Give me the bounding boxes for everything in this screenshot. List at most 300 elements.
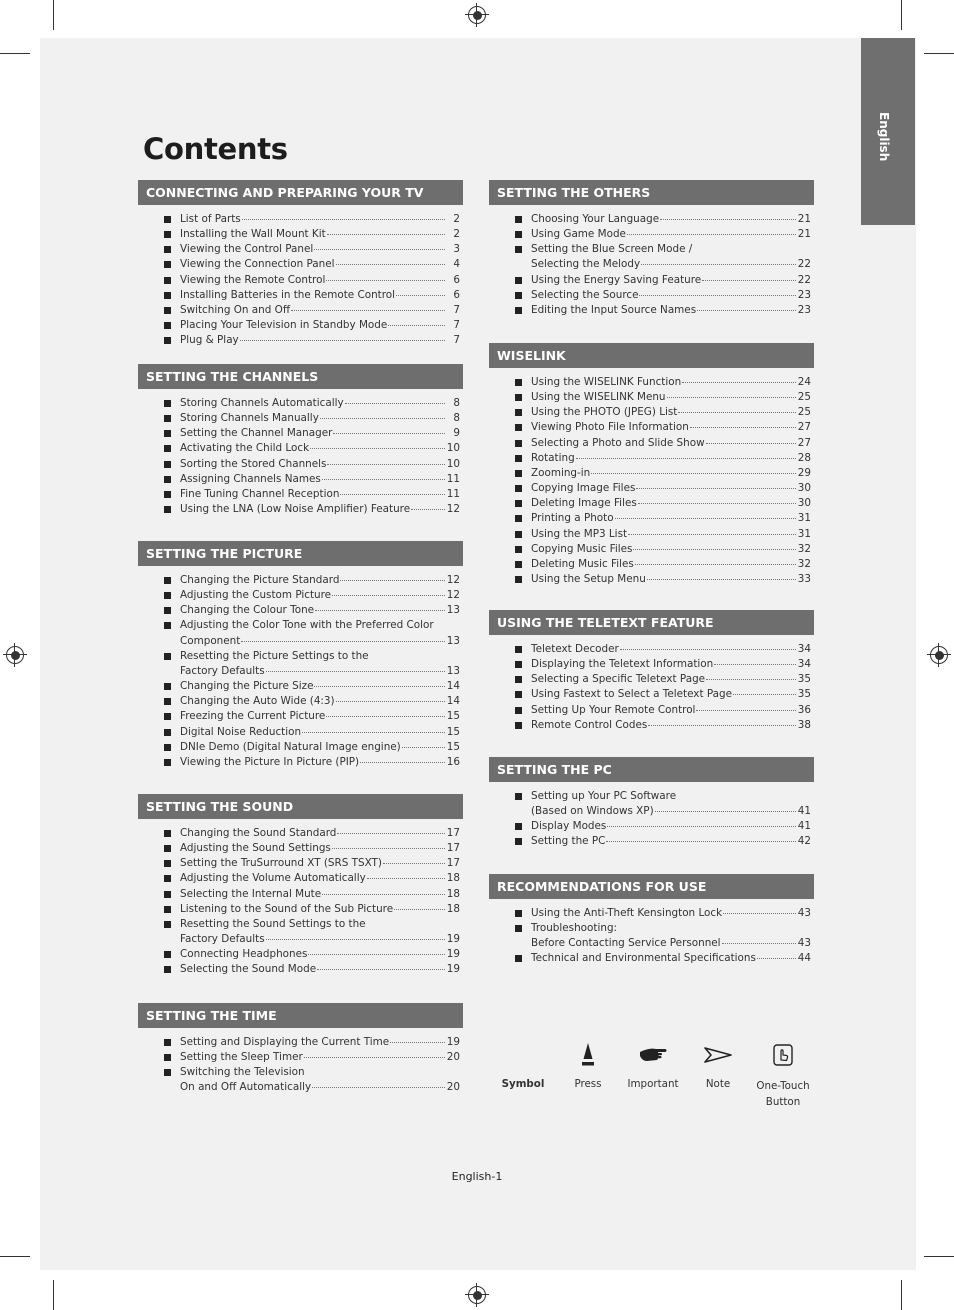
toc-entry-line — [180, 303, 460, 318]
dot-leader — [678, 412, 796, 413]
toc-entry[interactable] — [138, 618, 463, 648]
toc-entry-title: Factory Defaults — [180, 933, 265, 946]
toc-entry-line — [180, 573, 460, 588]
toc-entry-line — [180, 396, 460, 411]
toc-entry-title: Freezing the Current Picture — [180, 710, 326, 723]
toc-entry[interactable] — [138, 487, 463, 502]
toc-entry[interactable] — [138, 441, 463, 456]
toc-entry[interactable] — [489, 789, 814, 819]
toc-entry[interactable] — [489, 303, 814, 318]
dot-leader — [627, 234, 796, 235]
crop-mark — [924, 53, 954, 54]
dot-leader — [641, 264, 796, 265]
toc-page-number: 35 — [797, 673, 811, 686]
toc-entry-title: Copying Music Files — [531, 542, 633, 555]
legend-important-label: Important — [627, 1078, 679, 1090]
toc-entry-line — [180, 457, 460, 472]
toc-entry-title: Setting the Channel Manager — [180, 427, 333, 440]
toc-entry-title: Zooming-in — [531, 466, 591, 479]
dot-leader — [314, 249, 445, 250]
toc-entry[interactable] — [138, 694, 463, 709]
toc-entry-title: Changing the Colour Tone — [180, 604, 315, 617]
toc-entry[interactable] — [489, 481, 814, 496]
toc-entry-title: Using the Energy Saving Feature — [531, 273, 702, 286]
toc-entry-title: Digital Noise Reduction — [180, 725, 302, 738]
dot-leader — [345, 403, 445, 404]
dot-leader — [336, 264, 445, 265]
toc-entry[interactable] — [138, 649, 463, 679]
section-heading: USING THE TELETEXT FEATURE — [489, 610, 814, 635]
toc-entry-title: Display Modes — [531, 820, 607, 833]
toc-page-number: 43 — [797, 907, 811, 919]
section-heading: SETTING THE OTHERS — [489, 180, 814, 205]
toc-entry[interactable] — [489, 511, 814, 526]
toc-entry-line — [180, 887, 460, 902]
toc-section — [138, 541, 463, 770]
toc-entry-title: Before Contacting Service Personnel — [531, 937, 721, 950]
toc-entry[interactable] — [489, 542, 814, 557]
dot-leader — [757, 958, 796, 959]
toc-entry-title: DNIe Demo (Digital Natural Image engine) — [180, 740, 401, 753]
toc-entry-title: Selecting a Photo and Slide Show — [531, 436, 705, 449]
dot-leader — [647, 579, 796, 580]
toc-list — [489, 212, 814, 318]
toc-entry-line — [531, 527, 811, 542]
toc-section — [138, 364, 463, 517]
toc-entry-line — [531, 227, 811, 242]
toc-page-number: 17 — [446, 857, 460, 870]
toc-page-number: 29 — [797, 466, 811, 479]
toc-entry-line — [180, 871, 460, 886]
dot-leader — [291, 310, 445, 311]
toc-entry-line — [180, 288, 460, 303]
toc-entry[interactable] — [138, 396, 463, 411]
toc-entry-title: Rotating — [531, 451, 575, 464]
toc-entry[interactable] — [489, 819, 814, 834]
dot-leader — [320, 418, 445, 419]
registration-mark-icon — [468, 1286, 486, 1304]
toc-entry-line — [180, 411, 460, 426]
toc-page-number: 23 — [797, 288, 811, 301]
toc-page-number: 31 — [797, 527, 811, 540]
toc-page-number: 18 — [446, 902, 460, 915]
toc-entry[interactable] — [138, 841, 463, 856]
toc-page-number: 12 — [446, 589, 460, 602]
toc-entry[interactable] — [138, 740, 463, 755]
toc-entry[interactable] — [138, 303, 463, 318]
dot-leader — [337, 833, 445, 834]
toc-entry-title: Using the Anti-Theft Kensington Lock — [531, 907, 723, 919]
press-icon — [565, 1040, 611, 1070]
dot-leader — [302, 732, 445, 733]
toc-entry[interactable] — [489, 212, 814, 227]
dot-leader — [402, 747, 445, 748]
toc-entry-title: Resetting the Sound Settings to the — [180, 917, 366, 930]
toc-entry[interactable] — [138, 333, 463, 348]
toc-entry-line — [531, 951, 811, 966]
toc-entry[interactable] — [489, 703, 814, 718]
dot-leader — [733, 694, 796, 695]
toc-page-number: 7 — [453, 319, 460, 332]
dot-leader — [340, 494, 445, 495]
toc-entry[interactable] — [489, 390, 814, 405]
toc-entry-line-continued — [531, 789, 811, 804]
dot-leader — [706, 679, 796, 680]
toc-page-number: 20 — [446, 1051, 460, 1064]
crop-mark — [901, 0, 902, 30]
toc-page-number: 7 — [453, 334, 460, 347]
dot-leader — [322, 479, 445, 480]
toc-entry[interactable] — [138, 426, 463, 441]
toc-entry[interactable] — [138, 826, 463, 841]
dot-leader — [706, 443, 796, 444]
toc-entry-line — [531, 703, 811, 718]
toc-entry-line — [531, 420, 811, 435]
toc-entry-line — [180, 441, 460, 456]
toc-page-number: 14 — [446, 680, 460, 693]
toc-entry-line — [180, 826, 460, 841]
toc-page-number: 43 — [797, 937, 811, 950]
toc-list — [138, 826, 463, 978]
toc-entry-line — [180, 318, 460, 333]
dot-leader — [639, 295, 796, 296]
toc-entry[interactable] — [138, 227, 463, 242]
toc-entry[interactable] — [489, 687, 814, 702]
toc-page-number: 19 — [446, 963, 460, 976]
toc-entry-title: Printing a Photo — [531, 512, 614, 525]
toc-entry-title: Storing Channels Manually — [180, 412, 319, 425]
toc-entry-line — [531, 906, 811, 921]
toc-entry-line — [531, 657, 811, 672]
toc-page-number: 13 — [446, 634, 460, 647]
toc-page-number: 4 — [453, 258, 460, 271]
dot-leader — [383, 863, 445, 864]
toc-entry-line — [180, 740, 460, 755]
toc-entry-title: Selecting a Specific Teletext Page — [531, 673, 706, 686]
toc-entry-title: Setting the Blue Screen Mode / — [531, 243, 693, 256]
toc-list — [489, 906, 814, 967]
toc-entry-title: Sorting the Stored Channels — [180, 457, 327, 470]
toc-entry-line — [531, 273, 811, 288]
dot-leader — [367, 878, 445, 879]
page-footer: English-1 — [451, 1170, 503, 1183]
toc-entry-line — [180, 947, 460, 962]
toc-entry[interactable] — [138, 1065, 463, 1095]
toc-page-number: 18 — [446, 887, 460, 900]
toc-page-number: 25 — [797, 391, 811, 404]
toc-entry[interactable] — [138, 212, 463, 227]
toc-entry[interactable] — [138, 603, 463, 618]
section-heading: SETTING THE PC — [489, 757, 814, 782]
toc-entry-line — [180, 333, 460, 348]
toc-entry[interactable] — [489, 496, 814, 511]
section-heading: SETTING THE CHANNELS — [138, 364, 463, 389]
toc-section — [138, 794, 463, 978]
toc-entry[interactable] — [489, 718, 814, 733]
toc-entry-title: Viewing Photo File Information — [531, 421, 689, 434]
toc-entry-line — [180, 856, 460, 871]
toc-entry-title: Installing the Wall Mount Kit — [180, 228, 326, 241]
one-touch-button-icon — [753, 1040, 813, 1070]
toc-entry-title: Using Fastext to Select a Teletext Page — [531, 688, 732, 701]
toc-entry-line — [531, 511, 811, 526]
dot-leader — [702, 280, 796, 281]
important-icon — [625, 1040, 681, 1070]
toc-page-number: 15 — [446, 740, 460, 753]
toc-section — [489, 343, 814, 587]
toc-entry[interactable] — [138, 472, 463, 487]
toc-entry-line — [531, 557, 811, 572]
toc-page-number: 8 — [453, 397, 460, 409]
toc-list — [489, 789, 814, 850]
toc-page-number: 18 — [446, 872, 460, 885]
toc-entry[interactable] — [489, 672, 814, 687]
dot-leader — [312, 1087, 445, 1088]
language-tab-label: English — [877, 112, 891, 162]
dot-leader — [635, 564, 796, 565]
toc-entry-line — [180, 1035, 460, 1050]
section-heading: SETTING THE TIME — [138, 1003, 463, 1028]
dot-leader — [682, 382, 796, 383]
toc-page-number: 25 — [797, 406, 811, 419]
toc-entry[interactable] — [489, 951, 814, 966]
toc-entry[interactable] — [138, 411, 463, 426]
toc-entry-title: Using the PHOTO (JPEG) List — [531, 406, 678, 419]
toc-entry[interactable] — [489, 405, 814, 420]
toc-page-number: 32 — [797, 542, 811, 555]
toc-entry[interactable] — [138, 725, 463, 740]
toc-entry[interactable] — [138, 257, 463, 272]
toc-entry-title: Adjusting the Color Tone with the Preferred Color — [180, 619, 434, 632]
toc-entry[interactable] — [138, 588, 463, 603]
toc-entry[interactable] — [138, 1050, 463, 1065]
toc-page-number: 17 — [446, 827, 460, 839]
toc-entry-line — [531, 718, 811, 733]
toc-entry-title: Copying Image Files — [531, 482, 636, 495]
dot-leader — [336, 701, 445, 702]
toc-entry-title: Using the WISELINK Menu — [531, 391, 666, 404]
toc-entry-line — [531, 390, 811, 405]
toc-entry[interactable] — [138, 917, 463, 947]
toc-page-number: 22 — [797, 258, 811, 271]
toc-entry[interactable] — [489, 451, 814, 466]
toc-entry-line — [531, 288, 811, 303]
toc-entry-line — [531, 804, 811, 819]
toc-entry-title: Using the Setup Menu — [531, 573, 646, 586]
toc-page-number: 3 — [453, 243, 460, 256]
toc-list — [138, 212, 463, 348]
dot-leader — [648, 725, 796, 726]
toc-entry-title: Changing the Auto Wide (4:3) — [180, 695, 335, 708]
toc-entry-line — [180, 902, 460, 917]
toc-entry[interactable] — [138, 709, 463, 724]
toc-entry[interactable] — [138, 502, 463, 517]
toc-entry-line — [180, 502, 460, 517]
toc-entry[interactable] — [138, 573, 463, 588]
toc-entry[interactable] — [489, 834, 814, 849]
toc-entry-line — [531, 451, 811, 466]
legend-press-label: Press — [574, 1078, 602, 1090]
toc-entry-title: Activating the Child Lock — [180, 442, 310, 455]
crop-mark — [924, 1256, 954, 1257]
dot-leader — [396, 295, 445, 296]
toc-entry-title: Viewing the Picture In Picture (PIP) — [180, 755, 360, 768]
toc-section — [489, 874, 814, 967]
toc-entry-title: Setting the Sleep Timer — [180, 1051, 303, 1064]
toc-entry-title: List of Parts — [180, 213, 241, 225]
toc-entry[interactable] — [138, 273, 463, 288]
toc-entry-line-continued — [180, 618, 460, 633]
dot-leader — [633, 549, 796, 550]
toc-page-number: 10 — [446, 442, 460, 455]
toc-section — [138, 180, 463, 348]
dot-leader — [340, 580, 445, 581]
toc-page-number: 41 — [797, 820, 811, 833]
toc-entry-title: Resetting the Picture Settings to the — [180, 649, 369, 662]
toc-entry[interactable] — [138, 457, 463, 472]
toc-entry[interactable] — [489, 242, 814, 272]
toc-entry[interactable] — [489, 557, 814, 572]
toc-entry-line — [180, 709, 460, 724]
toc-entry[interactable] — [489, 273, 814, 288]
toc-entry-line — [531, 496, 811, 511]
toc-entry-line — [180, 588, 460, 603]
toc-entry-line — [180, 725, 460, 740]
toc-entry-line — [531, 834, 811, 849]
toc-page-number: 28 — [797, 451, 811, 464]
toc-entry[interactable] — [489, 375, 814, 390]
dot-leader — [360, 762, 445, 763]
section-heading: CONNECTING AND PREPARING YOUR TV — [138, 180, 463, 205]
crop-mark — [53, 0, 54, 30]
toc-entry[interactable] — [489, 288, 814, 303]
dot-leader — [394, 909, 445, 910]
toc-entry-line — [180, 841, 460, 856]
toc-entry-line — [531, 303, 811, 318]
toc-entry[interactable] — [489, 466, 814, 481]
toc-entry-line — [531, 375, 811, 390]
toc-entry[interactable] — [138, 962, 463, 977]
toc-page-number: 10 — [446, 457, 460, 470]
toc-entry[interactable] — [138, 1035, 463, 1050]
toc-page-number: 7 — [453, 303, 460, 316]
toc-entry[interactable] — [138, 288, 463, 303]
toc-entry[interactable] — [489, 642, 814, 657]
toc-entry[interactable] — [138, 947, 463, 962]
language-tab — [861, 38, 915, 225]
toc-entry-line — [531, 642, 811, 657]
toc-entry[interactable] — [138, 679, 463, 694]
toc-entry-title: Editing the Input Source Names — [531, 303, 697, 316]
toc-entry-line — [180, 755, 460, 770]
toc-entry[interactable] — [489, 420, 814, 435]
toc-entry-line — [180, 932, 460, 947]
toc-entry-line — [180, 257, 460, 272]
toc-entry-line — [531, 405, 811, 420]
toc-entry-title: Selecting the Source — [531, 288, 639, 301]
symbol-legend — [495, 1040, 815, 1120]
registration-mark-icon — [468, 6, 486, 24]
toc-entry[interactable] — [138, 755, 463, 770]
dot-leader — [310, 448, 445, 449]
dot-leader — [326, 716, 445, 717]
section-heading: RECOMMENDATIONS FOR USE — [489, 874, 814, 899]
dot-leader — [722, 943, 796, 944]
toc-entry-line-continued — [180, 649, 460, 664]
toc-entry-line — [180, 603, 460, 618]
toc-page-number: 13 — [446, 604, 460, 617]
toc-entry[interactable] — [489, 921, 814, 951]
legend-symbol-label: Symbol — [501, 1078, 545, 1090]
crop-mark — [0, 1256, 30, 1257]
toc-entry-title: Setting and Displaying the Current Time — [180, 1036, 390, 1048]
toc-entry-title: Placing Your Television in Standby Mode — [180, 319, 388, 332]
toc-page-number: 17 — [446, 842, 460, 855]
toc-page-number: 12 — [446, 503, 460, 516]
toc-page-number: 15 — [446, 725, 460, 738]
dot-leader — [333, 433, 445, 434]
toc-page-number: 14 — [446, 695, 460, 708]
registration-mark-icon — [6, 646, 24, 664]
toc-entry[interactable] — [489, 572, 814, 587]
dot-leader — [696, 710, 796, 711]
toc-entry[interactable] — [489, 657, 814, 672]
toc-page-number: 9 — [453, 427, 460, 440]
dot-leader — [660, 219, 796, 220]
toc-entry-title: Using the MP3 List — [531, 527, 628, 540]
toc-entry-title: Using the WISELINK Function — [531, 376, 682, 388]
toc-section — [489, 180, 814, 318]
toc-page-number: 27 — [797, 436, 811, 449]
dot-leader — [241, 641, 445, 642]
toc-entry-line-continued — [180, 917, 460, 932]
toc-entry-title: Setting the PC — [531, 835, 606, 848]
legend-press — [565, 1040, 611, 1090]
toc-entry[interactable] — [138, 242, 463, 257]
toc-entry-title: Adjusting the Volume Automatically — [180, 872, 366, 885]
toc-page-number: 12 — [446, 574, 460, 586]
toc-entry-title: Deleting Image Files — [531, 497, 637, 510]
toc-entry[interactable] — [138, 902, 463, 917]
toc-entry[interactable] — [489, 227, 814, 242]
toc-entry-line — [531, 936, 811, 951]
toc-entry-title: Connecting Headphones — [180, 948, 308, 961]
toc-entry-title: Choosing Your Language — [531, 213, 660, 225]
toc-entry[interactable] — [138, 887, 463, 902]
dot-leader — [327, 234, 445, 235]
toc-entry[interactable] — [138, 856, 463, 871]
dot-leader — [242, 219, 445, 220]
toc-entry[interactable] — [489, 527, 814, 542]
toc-entry[interactable] — [489, 436, 814, 451]
toc-entry[interactable] — [138, 318, 463, 333]
toc-entry-title: Changing the Picture Size — [180, 680, 314, 693]
toc-entry-title: Switching On and Off — [180, 303, 290, 316]
toc-page-number: 31 — [797, 512, 811, 525]
toc-entry[interactable] — [138, 871, 463, 886]
toc-entry-line — [531, 572, 811, 587]
toc-entry[interactable] — [489, 906, 814, 921]
toc-entry-line — [180, 227, 460, 242]
toc-entry-title: Setting up Your PC Software — [531, 790, 677, 802]
toc-entry-title: Adjusting the Custom Picture — [180, 589, 332, 602]
toc-page-number: 21 — [797, 228, 811, 241]
toc-page-number: 34 — [797, 658, 811, 671]
dot-leader — [322, 894, 445, 895]
dot-leader — [332, 848, 445, 849]
toc-page-number: 11 — [446, 487, 460, 500]
toc-entry-line-continued — [531, 242, 811, 257]
